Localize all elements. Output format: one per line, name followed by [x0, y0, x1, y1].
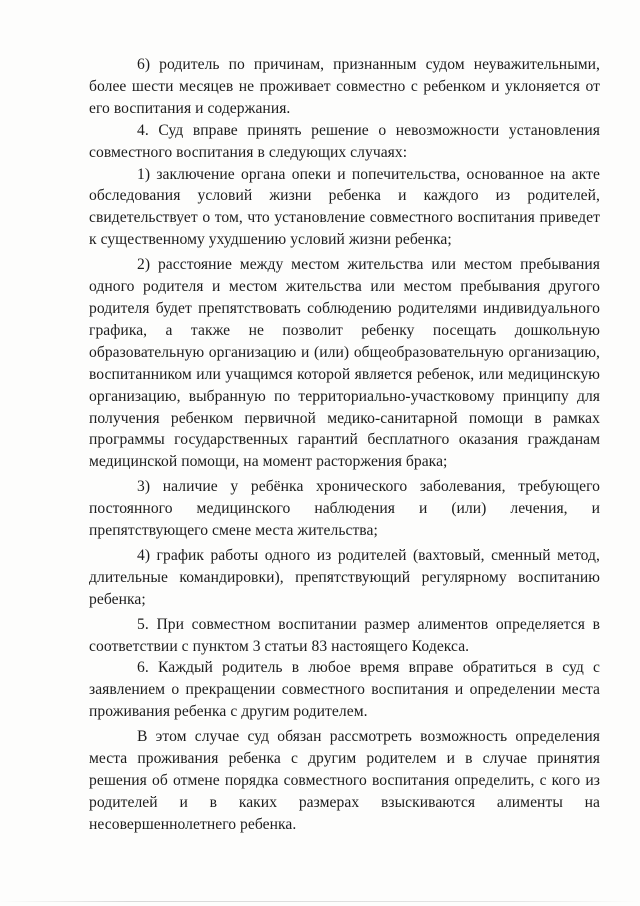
- document-body: [89, 54, 600, 836]
- page-bottom-edge: [0, 901, 640, 902]
- paragraph-item-6-6: 6) родитель по причинам, признанным судом неуважительными, более шести месяцев не проживает совместно с ребенком и уклоняется от его воспитания и содержания.: [89, 56, 600, 117]
- paragraph-clause-5: 5. При совместном воспитании размер алиментов определяется в соответствии с пунктом 3 статьи 83 настоящего Кодекса.: [89, 615, 600, 655]
- paragraph-item-4-1: 1) заключение органа опеки и попечительства, основанное на акте обследования условий жизни ребенка и каждого из родителей, свидетельствует о том, что установление совместного воспитания приведет к существенному ухудшению условий жизни ребенка;: [89, 165, 600, 249]
- paragraph-item-4-4: 4) график работы одного из родителей (вахтовый, сменный метод, длительные командировки), препятствующий регулярному воспитанию ребенка;: [89, 546, 600, 608]
- paragraph-clause-4: 4. Суд вправе принять решение о невозможности установления совместного воспитания в следующих случаях:: [89, 121, 600, 161]
- paragraph-clause-6: 6. Каждый родитель в любое время вправе обратиться в суд с заявлением о прекращении совместного воспитания и определении места проживания ребенка с другим родителем.: [89, 659, 600, 721]
- paragraph-item-4-2: 2) расстояние между местом жительства или местом пребывания одного родителя и местом жительства или местом пребывания другого родителя будет препятствовать соблюдению родителями индивидуального графика, а также не позволит ребенку посещать дошкольную образовательную организацию и (или) общеобразовательную организацию, воспитанником или учащимся которой является ребенок, или медицинскую организацию, выбранную по территориально-участковому принципу для получения ребенком первичной медико-санитарной помощи в рамках программы государственных гарантий бесплатного оказания гражданам медицинской помощи, на момент расторжения брака;: [89, 256, 600, 471]
- paragraph-closing: В этом случае суд обязан рассмотреть возможность определения места проживания ребенка с другим родителем и в случае принятия решения об отмене порядка совместного воспитания определить, с кого из родителей и в каких размерах взыскиваются алименты на несовершеннолетнего ребенка.: [89, 728, 600, 833]
- paragraph-item-4-3: 3) наличие у ребёнка хронического заболевания, требующего постоянного медицинского наблюдения и (или) лечения, и препятствующего смене места жительства;: [89, 478, 600, 540]
